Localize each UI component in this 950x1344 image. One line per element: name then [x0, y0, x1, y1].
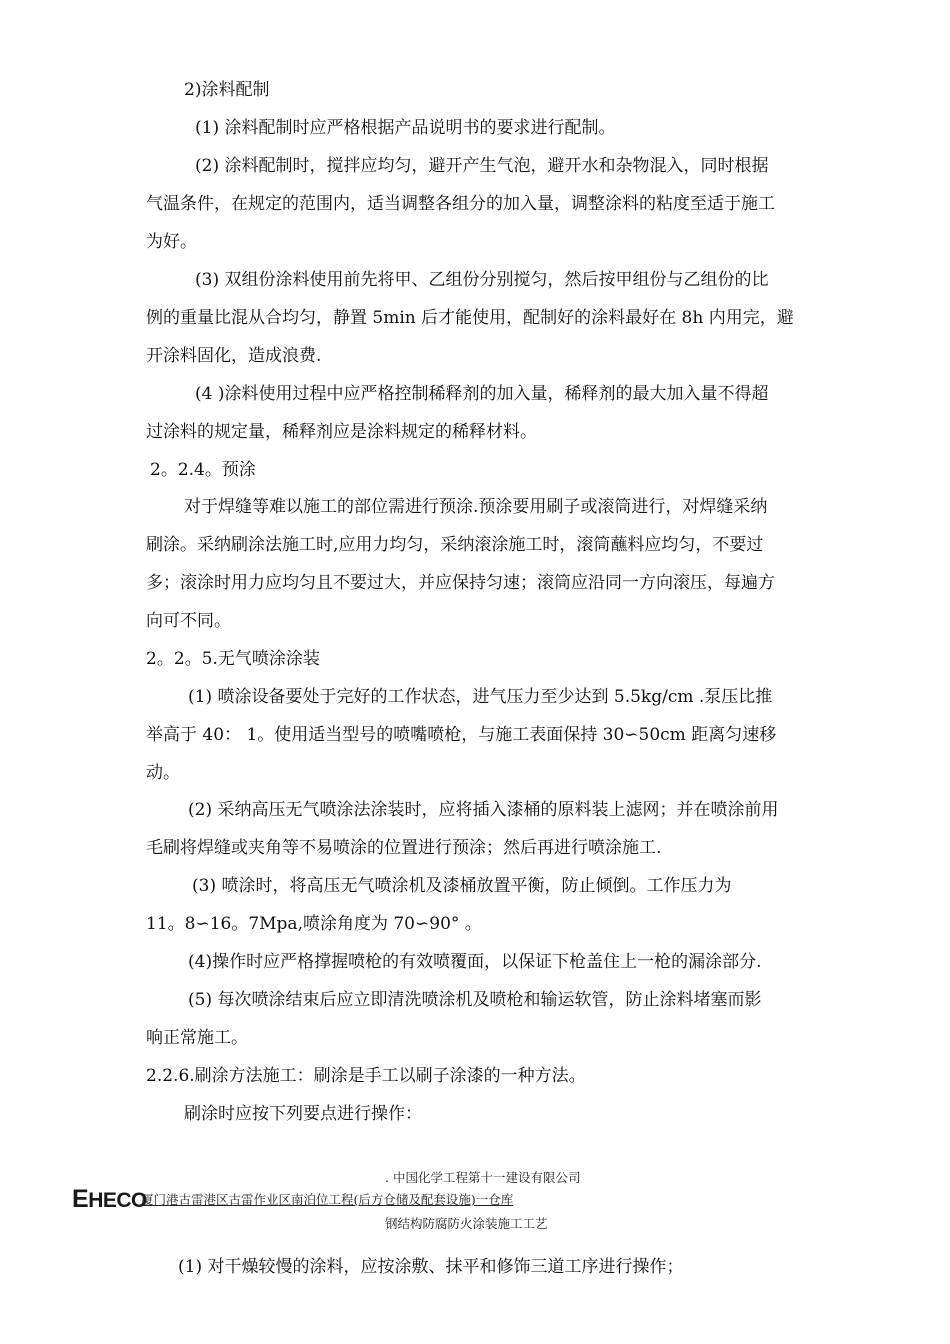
footer-company: . 中国化学工程第十一建设有限公司 [385, 1170, 581, 1185]
paragraph-line: (1) 涂料配制时应严格根据产品说明书的要求进行配制。 [195, 118, 616, 138]
section-heading: 2.2.6.刷涂方法施工：刷涂是手工以刷子涂漆的一种方法。 [146, 1066, 586, 1086]
paragraph-line: 开涂料固化，造成浪费. [146, 346, 322, 366]
paragraph-line: 多；滚涂时用力应均匀且不要过大，并应保持匀速；滚筒应沿同一方向滚压，每遍方 [146, 573, 775, 593]
paragraph-line: (1) 喷涂设备要处于完好的工作状态，进气压力至少达到 5.5kg/cm .泵压比推 [188, 687, 773, 707]
paragraph-line: 为好。 [146, 232, 197, 252]
paragraph-line: 毛刷将焊缝或夹角等不易喷涂的位置进行预涂；然后再进行喷涂施工. [146, 838, 662, 858]
paragraph-line: (5) 每次喷涂结束后应立即清洗喷涂机及喷枪和输运软管，防止涂料堵塞而影 [188, 990, 762, 1010]
paragraph-line: 向可不同。 [146, 611, 231, 631]
paragraph-line: (3) 喷涂时，将高压无气喷涂机及漆桶放置平衡，防止倾倒。工作压力为 [192, 876, 732, 896]
section-heading: 2)涂料配制 [184, 80, 270, 100]
paragraph-line: 气温条件，在规定的范围内，适当调整各组分的加入量，调整涂料的粘度至适于施工 [146, 194, 775, 214]
paragraph-line: (2) 涂料配制时，搅拌应均匀，避开产生气泡，避开水和杂物混入，同时根据 [195, 156, 769, 176]
paragraph-line: 例的重量比混从合均匀，静置 5min 后才能使用，配制好的涂料最好在 8h 内用完，避 [146, 308, 794, 328]
paragraph-line: (4)操作时应严格撑握喷枪的有效喷覆面，以保证下枪盖住上一枪的漏涂部分. [188, 952, 762, 972]
paragraph-line: 过涂料的规定量，稀释剂应是涂料规定的稀释材料。 [146, 422, 537, 442]
company-logo: EHECO [72, 1185, 147, 1213]
section-heading: 2。2.4。预涂 [150, 460, 256, 480]
paragraph-line: (1) 对干燥较慢的涂料，应按涂敷、抹平和修饰三道工序进行操作； [178, 1257, 684, 1277]
paragraph-line: 动。 [146, 763, 180, 783]
paragraph-line: 刷涂。采纳刷涂法施工时,应用力均匀，采纳滚涂施工时，滚筒蘸料应均匀，不要过 [146, 535, 764, 555]
footer-doc-title: 钢结构防腐防火涂装施工工艺 [385, 1216, 548, 1231]
paragraph-line: (3) 双组份涂料使用前先将甲、乙组份分别搅匀，然后按甲组份与乙组份的比 [195, 270, 769, 290]
paragraph-line: 对于焊缝等难以施工的部位需进行预涂.预涂要用刷子或滚筒进行，对焊缝采纳 [184, 497, 768, 517]
paragraph-line: 刷涂时应按下列要点进行操作： [184, 1104, 422, 1124]
section-heading: 2。2。5.无气喷涂涂装 [146, 649, 320, 669]
paragraph-line: (4 )涂料使用过程中应严格控制稀释剂的加入量，稀释剂的最大加入量不得超 [195, 384, 769, 404]
paragraph-line: 11。8∽16。7Mpa,喷涂角度为 70∽90° 。 [146, 914, 482, 934]
paragraph-line: (2) 采纳高压无气喷涂法涂装时，应将插入漆桶的原料装上滤网；并在喷涂前用 [188, 800, 779, 820]
footer-project: 厦门港古雷港区古雷作业区南泊位工程(后方仓储及配套设施)一仓库 [141, 1192, 514, 1207]
paragraph-line: 举高于 40： 1。使用适当型号的喷嘴喷枪，与施工表面保持 30∽50cm 距离匀速移 [146, 725, 777, 745]
paragraph-line: 响正常施工。 [146, 1028, 248, 1048]
